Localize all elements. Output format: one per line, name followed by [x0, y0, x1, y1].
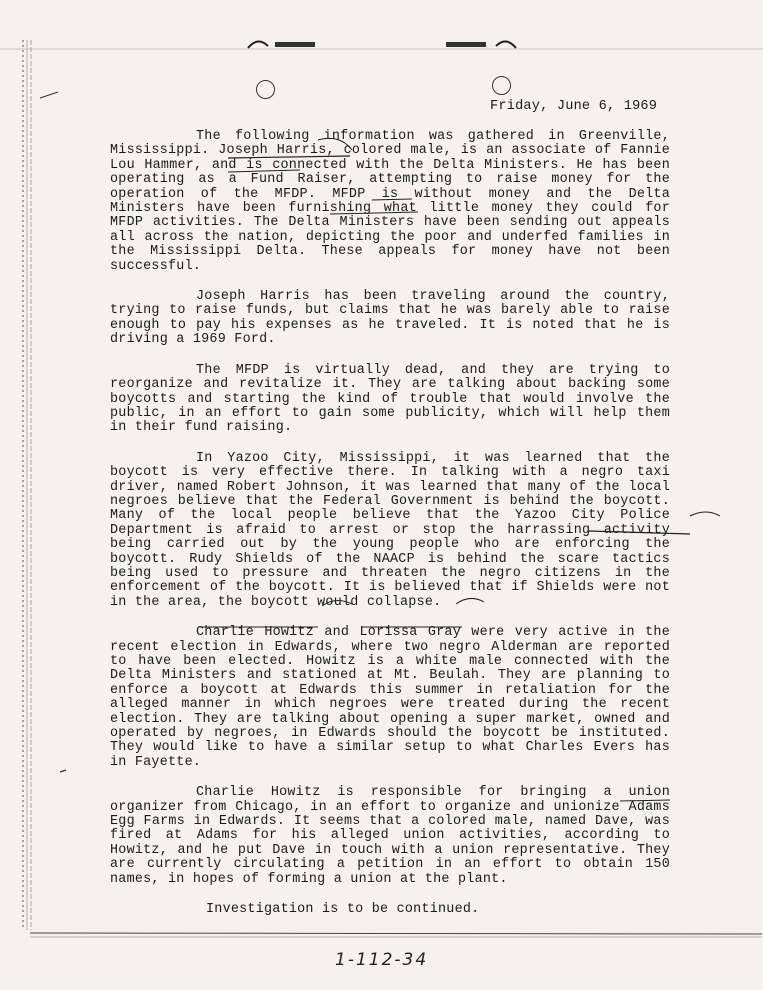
paragraph-joseph-harris: Joseph Harris has been traveling around the country, trying to raise funds, but claims that he was barely able to raise enough to pay his expenses as he traveled. It is noted that he is driving a 1969 Ford. [110, 289, 670, 348]
document-date: Friday, June 6, 1969 [490, 99, 658, 114]
paragraph-yazoo-city: In Yazoo City, Mississippi, it was learned that the boycott is very effective there. In talking with a negro taxi driver, named Robert Johnson, it was learned that many of the local negroes believe that the Federal Government is behind the boycott. Many of the local people believe that the Yazoo City Police Department is afraid to arrest or stop the harrassing activity being carried out by the young people who are enforcing the boycott. Rudy Shields of the NAACP is behind the scare tactics being used to pressure and threaten the negro citizens in the enforcement of the boycott. It is believed that if Shields were not in the area, the boycott would collapse. [110, 450, 670, 610]
paragraph-edwards-election: Charlie Howitz and Lorissa Gray were very active in the recent election in Edwards, where two negro Alderman are reported to have been elected. Howitz is a white male connected with the Delta Ministers and stationed at Mt. Beulah. They are planning to enforce a boycott at Edwards this summer in retaliation for the alleged manner in which negroes were treated during the recent election. They are talking about opening a super market, owned and operated by negroes, in Edwards should the boycott be instituted. They would like to have a similar setup to what Charles Evers has in Fayette. [110, 625, 670, 770]
paragraph-mfdp: The MFDP is virtually dead, and they are trying to reorganize and revitalize it. They are talking about backing some boycotts and starting the kind of trouble that would involve the public, in an effort to gain some publicity, which will help them in their fund raising. [110, 362, 670, 436]
paragraph-union-organizer: Charlie Howitz is responsible for bringing a union organizer from Chicago, in an effort to organize and unionize Adams Egg Farms in Edwards. It seems that a colored male, named Dave, was fired at Adams for his alleged union activities, according to Howitz, and he put Dave in touch with a union representative. They are currently circulating a petition in an effort to obtain 150 names, in hopes of forming a union at the plant. [110, 785, 670, 887]
punch-hole-left [256, 80, 275, 99]
file-number: 1-112-34 [335, 950, 429, 970]
left-margin-binding [20, 40, 34, 930]
closing-statement: Investigation is to be continued. [206, 902, 480, 918]
punch-hole-right [492, 76, 511, 95]
document-body [110, 130, 670, 918]
bottom-rule [30, 930, 762, 940]
top-edge-marks [0, 34, 763, 52]
paragraph-greenville: The following information was gathered in Greenville, Mississippi. Joseph Harris, colored male, is an associate of Fannie Lou Hammer, and is connected with the Delta Ministers. He has been operating as a Fund Raiser, attempting to raise money for the operation of the MFDP. MFDP is without money and the Delta Ministers have been furnishing what little money they could for MFDP activities. The Delta Ministers have been sending out appeals all across the nation, depicting the poor and underfed families in the Mississippi Delta. These appeals for money have not been successful. [110, 129, 670, 274]
